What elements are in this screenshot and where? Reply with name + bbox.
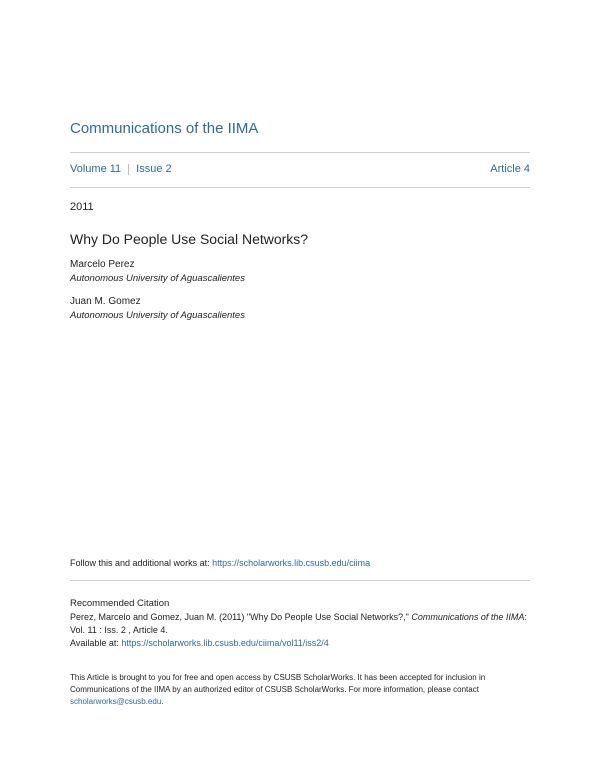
article-link[interactable]: Article 4	[490, 163, 530, 175]
journal-title-link[interactable]: Communications of the IIMA	[70, 120, 259, 137]
divider	[70, 580, 530, 581]
author-affiliation: Autonomous University of Aguascalientes	[70, 310, 245, 321]
available-link[interactable]: https://scholarworks.lib.csusb.edu/ciima/vol11/iss2/4	[121, 638, 329, 648]
author-name: Juan M. Gomez	[70, 296, 141, 307]
citation-text: Perez, Marcelo and Gomez, Juan M. (2011) "Why Do People Use Social Networks?,"	[70, 612, 412, 622]
follow-line	[70, 558, 370, 568]
recommended-citation-body	[70, 611, 532, 650]
author-block	[70, 258, 245, 286]
publication-year: 2011	[70, 201, 94, 213]
footer-text: This Article is brought to you for free and open access by CSUSB ScholarWorks. It has been accepted for inclusion in Communications of the IIMA by an authorized editor of CSUSB ScholarWorks. For more information, please contact	[70, 673, 486, 694]
follow-link[interactable]: https://scholarworks.lib.csusb.edu/ciima	[212, 558, 371, 568]
divider	[70, 152, 530, 153]
footer-note	[70, 672, 532, 708]
citation-rest: : Vol. 11 : Iss. 2 , Article 4.	[70, 612, 527, 635]
author-name: Marcelo Perez	[70, 259, 135, 270]
volume-issue-row	[70, 163, 530, 175]
available-label: Available at:	[70, 638, 122, 648]
separator	[128, 164, 129, 175]
follow-text: Follow this and additional works at:	[70, 558, 213, 568]
divider	[70, 187, 530, 188]
author-affiliation: Autonomous University of Aguascalientes	[70, 273, 245, 284]
volume-link[interactable]: Volume 11	[70, 163, 122, 175]
author-block	[70, 295, 245, 323]
issue-link[interactable]: Issue 2	[136, 163, 172, 175]
footer-end: .	[161, 697, 164, 706]
recommended-citation-heading: Recommended Citation	[70, 598, 170, 609]
article-title: Why Do People Use Social Networks?	[70, 231, 309, 247]
citation-journal: Communications of the IIMA	[411, 612, 525, 622]
contact-email-link[interactable]: scholarworks@csusb.edu	[70, 697, 162, 706]
